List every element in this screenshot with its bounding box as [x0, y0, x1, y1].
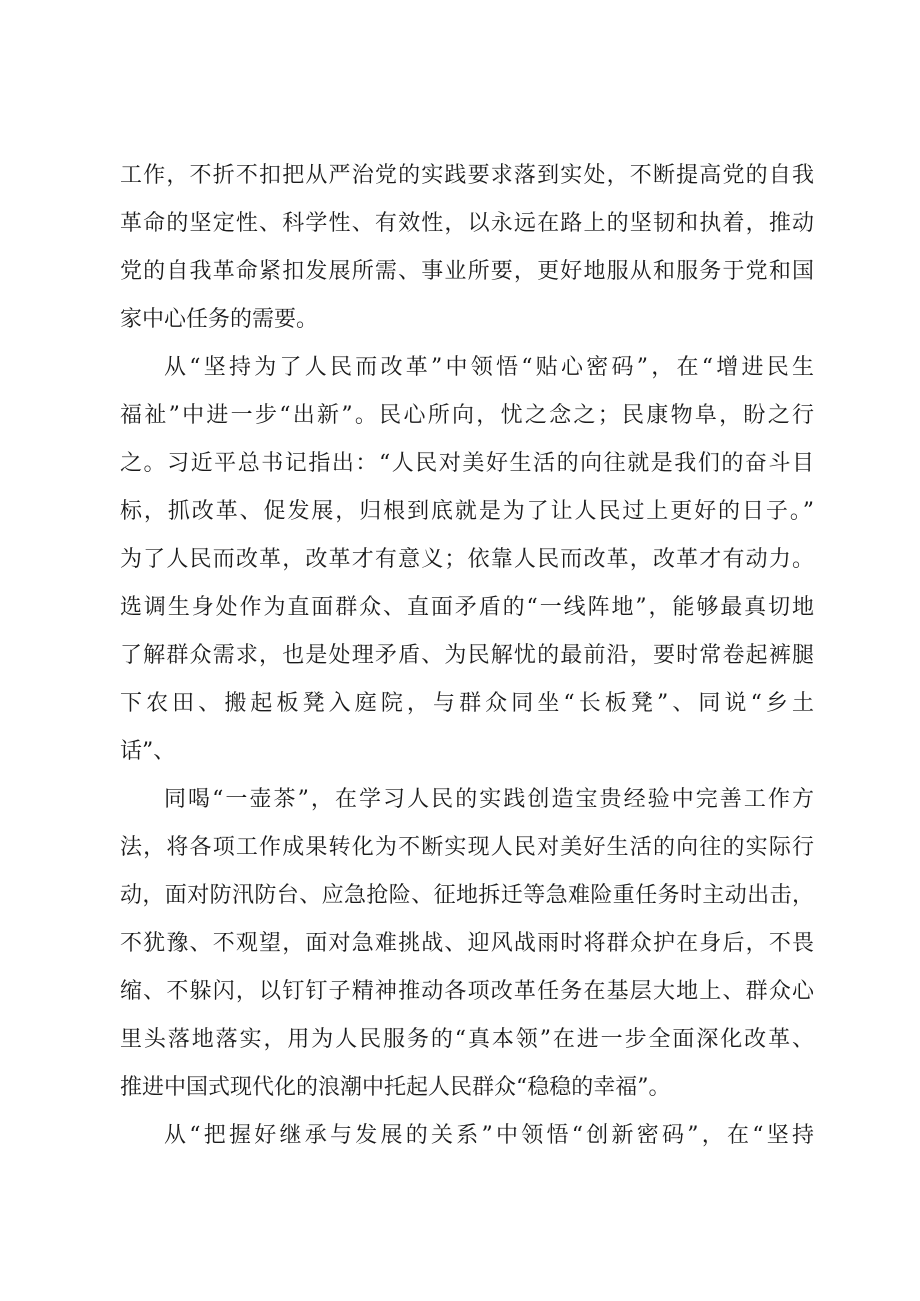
text-line: 法，将各项工作成果转化为不断实现人民对美好生活的向往的实际行	[120, 835, 814, 860]
text-line: 革命的坚定性、科学性、有效性，以永远在路上的坚韧和执着，推动	[120, 211, 814, 236]
text-line: 党的自我革命紧扣发展所需、事业所要，更好地服从和服务于党和国	[120, 259, 814, 284]
text-line: 下农田、搬起板凳入庭院，与群众同坐“长板凳”、同说“乡土	[120, 691, 814, 716]
paragraph-start-line: 同喝“一壶茶”，在学习人民的实践创造宝贵经验中完善工作方	[164, 787, 814, 812]
text-line: 工作，不折不扣把从严治党的实践要求落到实处，不断提高党的自我	[120, 163, 814, 188]
text-line: 家中心任务的需要。	[120, 307, 319, 332]
text-line: 推进中国式现代化的浪潮中托起人民群众“稳稳的幸福”。	[120, 1075, 671, 1100]
text-line: 为了人民而改革，改革才有意义；依靠人民而改革，改革才有动力。	[120, 547, 814, 572]
text-line: 选调生身处作为直面群众、直面矛盾的“一线阵地”，能够最真切地	[120, 595, 814, 620]
text-line: 标，抓改革、促发展，归根到底就是为了让人民过上更好的日子。”	[120, 499, 814, 524]
paragraph-start-line: 从“坚持为了人民而改革”中领悟“贴心密码”，在“增进民生	[164, 355, 814, 380]
text-line: 里头落地落实，用为人民服务的“真本领”在进一步全面深化改革、	[120, 1027, 814, 1052]
text-line: 话”、	[120, 739, 176, 764]
text-line: 了解群众需求，也是处理矛盾、为民解忧的最前沿，要时常卷起裤腿	[120, 643, 814, 668]
paragraph-start-line: 从“把握好继承与发展的关系”中领悟“创新密码”，在“坚持	[164, 1123, 814, 1148]
text-line: 动，面对防汛防台、应急抢险、征地拆迁等急难险重任务时主动出击，	[120, 883, 814, 908]
text-line: 之。习近平总书记指出：“人民对美好生活的向往就是我们的奋斗目	[120, 451, 814, 476]
text-line: 不犹豫、不观望，面对急难挑战、迎风战雨时将群众护在身后，不畏	[120, 931, 814, 956]
text-line: 缩、不躲闪，以钉钉子精神推动各项改革任务在基层大地上、群众心	[120, 979, 814, 1004]
text-line: 福祉”中进一步“出新”。民心所向，忧之念之；民康物阜，盼之行	[120, 403, 814, 428]
document-body	[120, 152, 814, 1160]
